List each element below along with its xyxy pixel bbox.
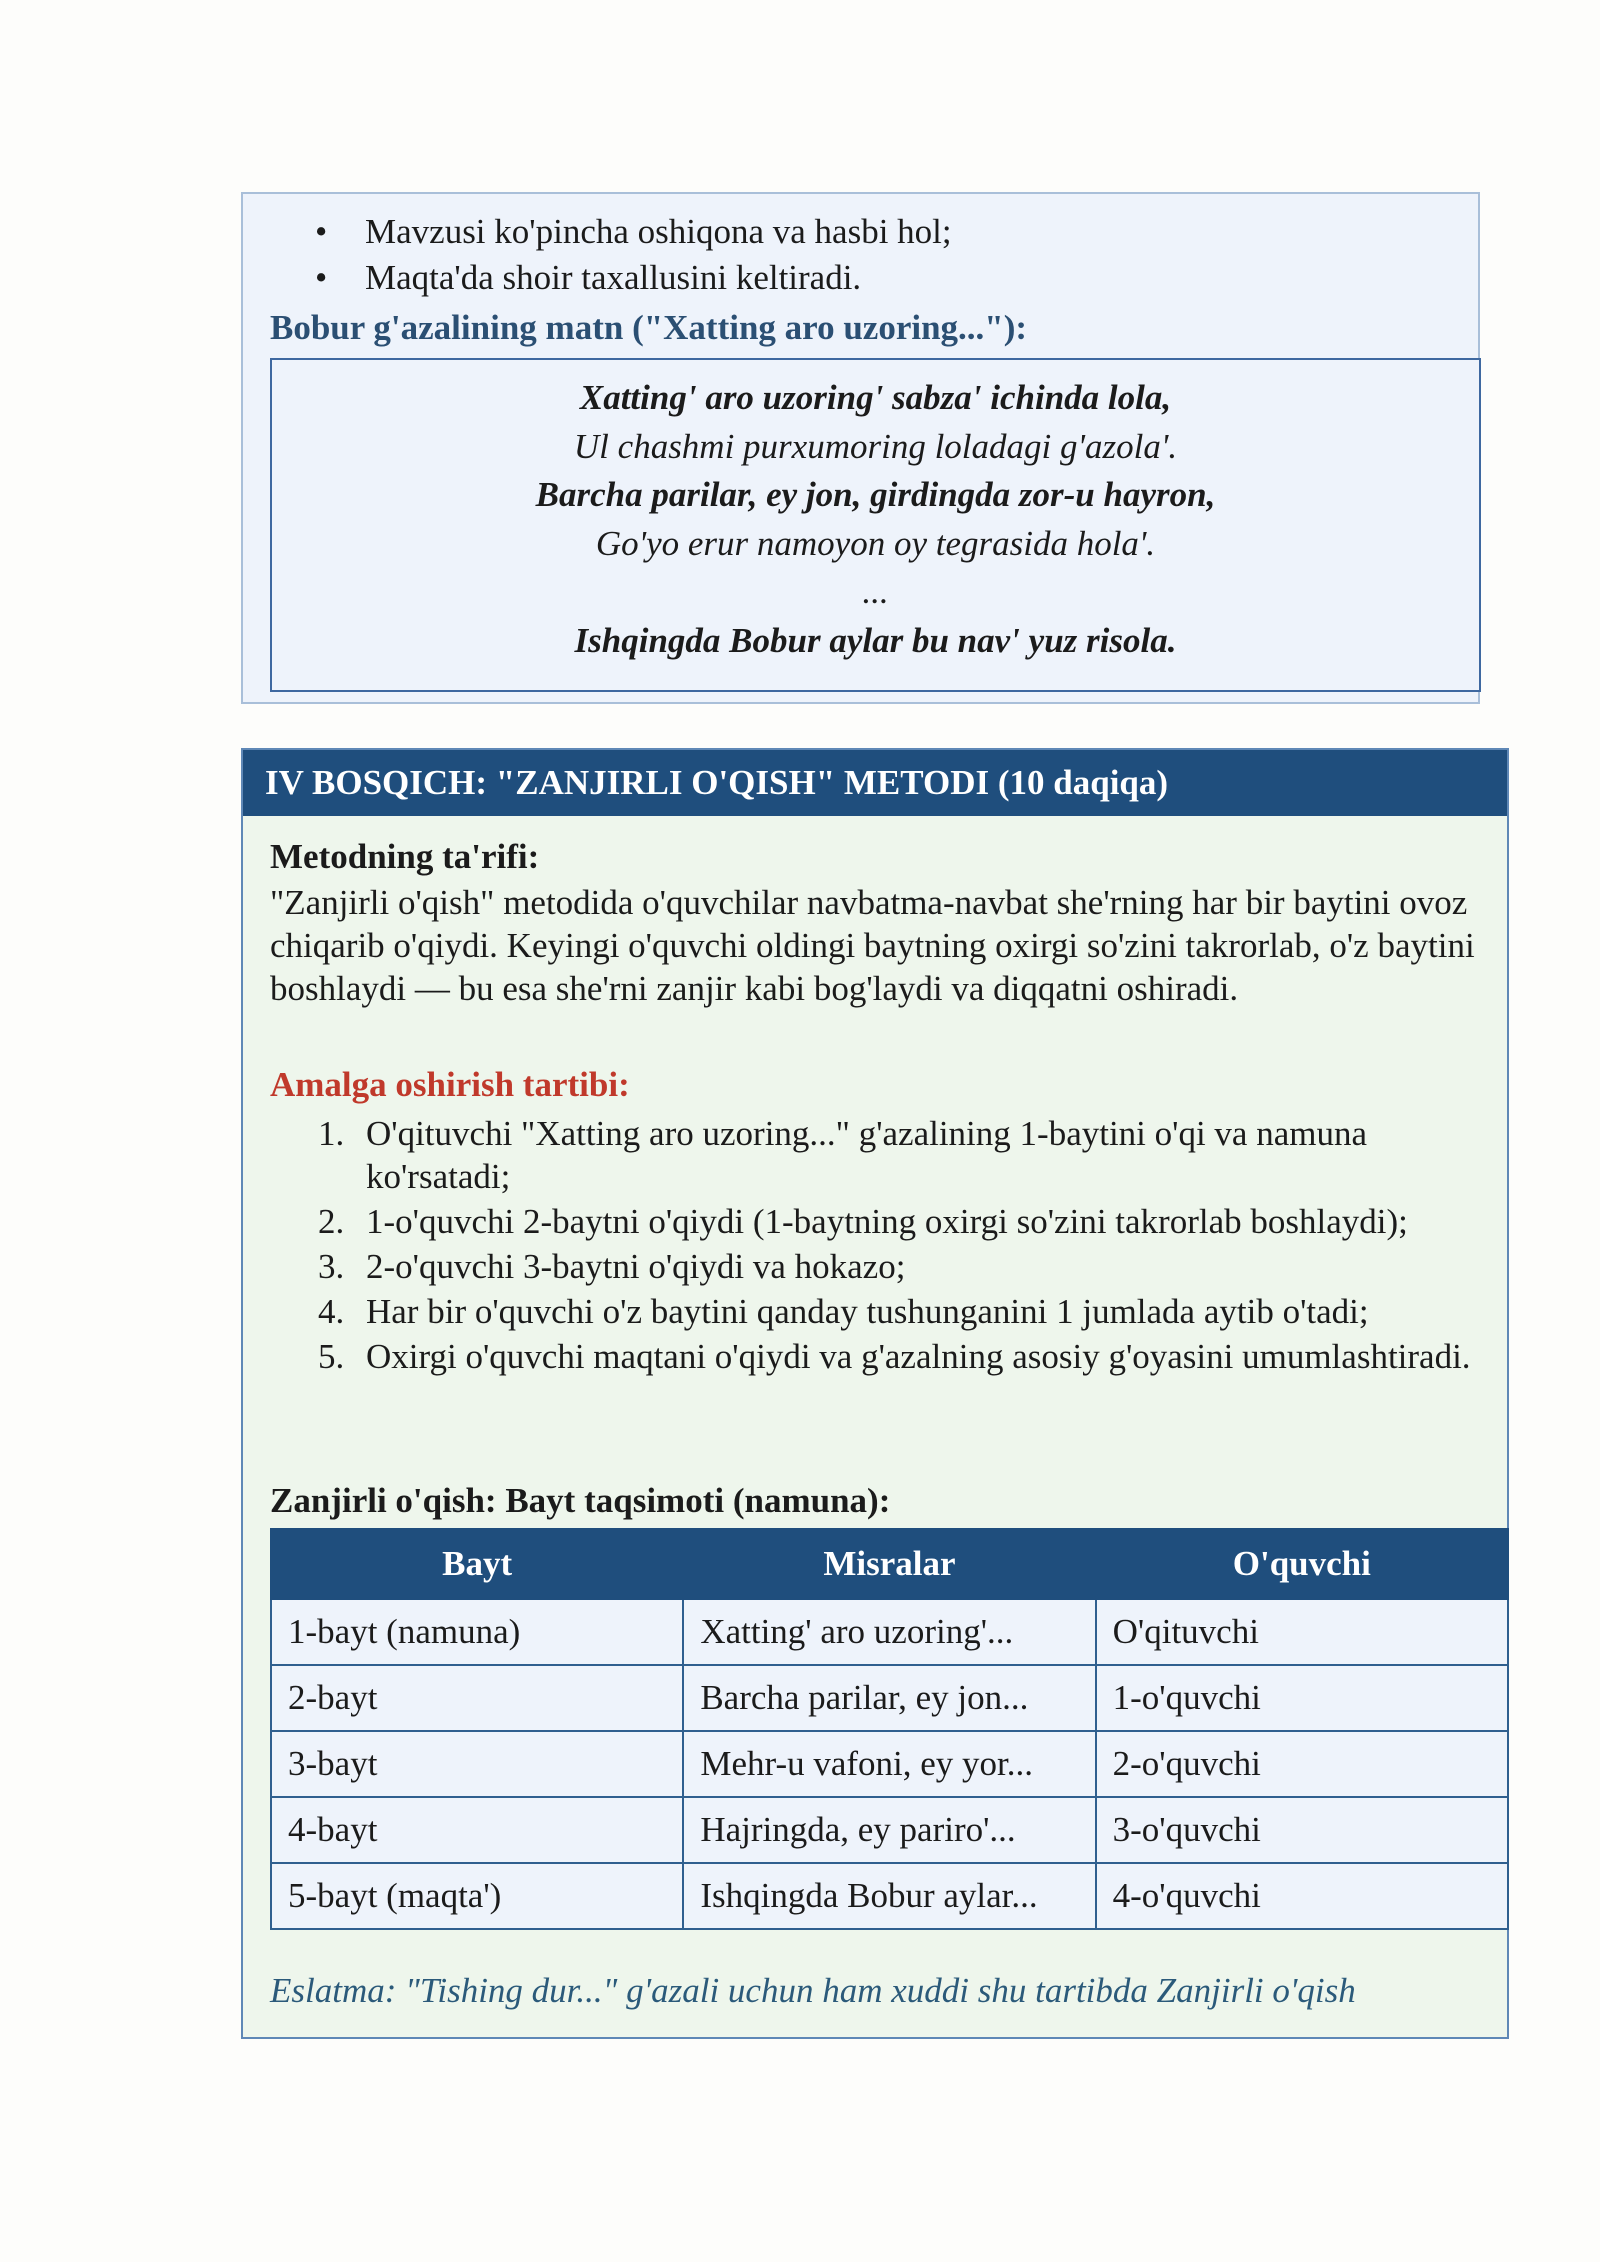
table-cell: O'qituvchi — [1096, 1599, 1508, 1665]
poem-ellipsis: ... — [862, 572, 889, 611]
table-cell: 4-o'quvchi — [1096, 1863, 1508, 1929]
steps-title: Amalga oshirish tartibi: — [270, 1065, 630, 1104]
poem-line: Barcha parilar, ey jon, girdingda zor-u hayron, — [535, 475, 1216, 514]
table-row — [271, 1797, 1508, 1863]
table-cell: Xatting' aro uzoring'... — [683, 1599, 1095, 1665]
table-cell: 4-bayt — [271, 1797, 683, 1863]
column-header: Misralar — [683, 1529, 1095, 1599]
bullet-icon: • — [315, 258, 328, 297]
table-row — [271, 1599, 1508, 1665]
table-header-row — [271, 1529, 1508, 1599]
table-cell: Mehr-u vafoni, ey yor... — [683, 1731, 1095, 1797]
column-header: O'quvchi — [1096, 1529, 1508, 1599]
poem-line: Ishqingda Bobur aylar bu nav' yuz risola. — [574, 620, 1177, 660]
distribution-table — [270, 1528, 1509, 1930]
method-section — [241, 748, 1509, 2039]
table-row — [271, 1665, 1508, 1731]
column-header: Bayt — [271, 1529, 683, 1599]
table-row — [271, 1731, 1508, 1797]
table-cell: 2-bayt — [271, 1665, 683, 1731]
list-item: 1. O'qituvchi "Xatting aro uzoring..." g'azalining 1-baytini o'qi va namuna ko'rsatadi; — [318, 1114, 1368, 1196]
table-cell: 2-o'quvchi — [1096, 1731, 1508, 1797]
bullet-icon: • — [315, 212, 328, 251]
list-item: 2. 1-o'quvchi 2-baytni o'qiydi (1-baytning oxirgi so'zini takrorlab boshlaydi); — [318, 1202, 1408, 1241]
table-cell: 3-bayt — [271, 1731, 683, 1797]
table-cell: 1-o'quvchi — [1096, 1665, 1508, 1731]
table-cell: Ishqingda Bobur aylar... — [683, 1863, 1095, 1929]
poem-text-box — [270, 358, 1481, 692]
poem-line: Go'yo erur namoyon oy tegrasida hola'. — [595, 523, 1156, 563]
table-title: Zanjirli o'qish: Bayt taqsimoti (namuna): — [270, 1481, 891, 1520]
table-cell: 3-o'quvchi — [1096, 1797, 1508, 1863]
list-item: 4. Har bir o'quvchi o'z baytini qanday tushunganini 1 jumlada aytib o'tadi; — [318, 1292, 1369, 1331]
poem-info-box — [241, 192, 1480, 704]
poem-heading: Bobur g'azalining matn ("Xatting aro uzoring..."): — [270, 308, 1028, 347]
definition-text: "Zanjirli o'qish" metodida o'quvchilar navbatma-navbat she'rning har bir baytini ovoz chiqarib o'qiydi. Keyingi o'quvchi oldingi baytning oxirgi so'zini takrorlab, o'z baytini boshlaydi — bu esa she'rni zanjir kabi bog'laydi va diqqatni oshiradi. — [270, 883, 1475, 1008]
poem-line: Xatting' aro uzoring' sabza' ichinda lola, — [579, 378, 1172, 417]
steps-list — [270, 1112, 1490, 1380]
definition-title: Metodning ta'rifi: — [270, 837, 540, 876]
list-item: • Maqta'da shoir taxallusini keltiradi. — [315, 255, 952, 301]
table-cell: 1-bayt (namuna) — [271, 1599, 683, 1665]
table-cell: Barcha parilar, ey jon... — [683, 1665, 1095, 1731]
table-row — [271, 1863, 1508, 1929]
bullet-list — [315, 209, 952, 301]
list-item: • Mavzusi ko'pincha oshiqona va hasbi hol; — [315, 209, 952, 255]
list-item: 3. 2-o'quvchi 3-baytni o'qiydi va hokazo; — [318, 1247, 906, 1286]
note-text: Eslatma: "Tishing dur..." g'azali uchun ham xuddi shu tartibda Zanjirli o'qish — [270, 1971, 1356, 2010]
table-cell: 5-bayt (maqta') — [271, 1863, 683, 1929]
poem-line: Ul chashmi purxumoring loladagi g'azola'. — [573, 426, 1178, 466]
table-cell: Hajringda, ey pariro'... — [683, 1797, 1095, 1863]
section-header: IV BOSQICH: "ZANJIRLI O'QISH" METODI (10 daqiqa) — [243, 750, 1507, 816]
list-item: 5. Oxirgi o'quvchi maqtani o'qiydi va g'azalning asosiy g'oyasini umumlashtiradi. — [318, 1337, 1471, 1376]
